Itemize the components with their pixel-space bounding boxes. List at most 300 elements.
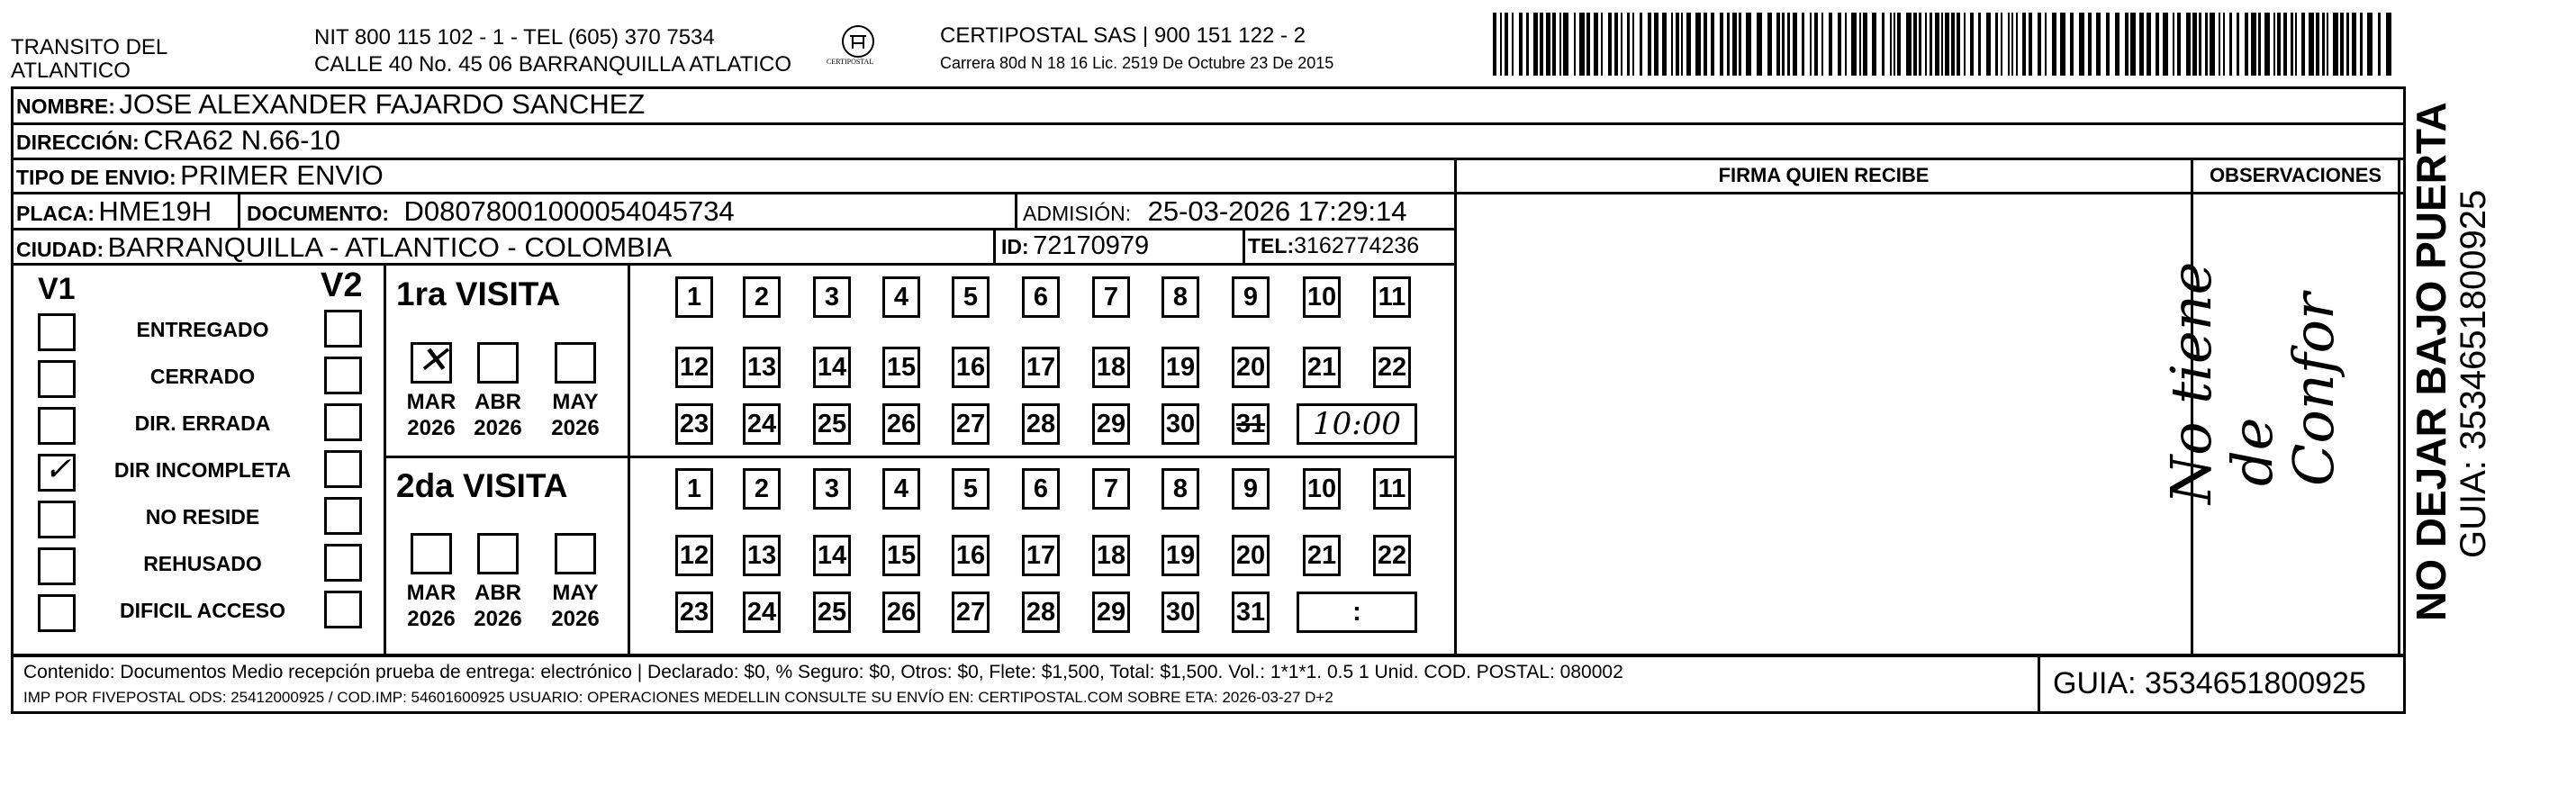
barcode-bar <box>2079 13 2084 76</box>
barcode-icon <box>1493 13 2398 76</box>
row-divider <box>384 456 1454 458</box>
admision-value: 25-03-2026 17:29:14 <box>1147 195 1407 227</box>
barcode-bar <box>1906 13 1912 76</box>
barcode-bar <box>2223 13 2225 76</box>
barcode-bar <box>2327 13 2328 76</box>
first-visit-day[interactable]: 15 <box>882 347 920 388</box>
tipo-row <box>16 159 384 192</box>
first-visit-day[interactable]: 9 <box>1232 276 1270 318</box>
barcode-bar <box>1995 13 1998 76</box>
footer-contenido: Contenido: Documentos Medio recepción prueba de entrega: electrónico | Declarado: $0, % Seguro: $0, Otros: $0, Flete: $1,500, Total: $1,500. Vol.: 1*1*1. 0.5 1 Unid. COD. POSTAL: 080002 <box>23 662 1623 682</box>
col-divider <box>384 263 386 655</box>
barcode-bar <box>1662 13 1667 76</box>
nombre-value: JOSE ALEXANDER FAJARDO SANCHEZ <box>119 88 646 120</box>
month-year: 2026 <box>474 607 522 631</box>
company-address: Carrera 80d N 18 16 Lic. 2519 De Octubre 23 De 2015 <box>940 54 1334 72</box>
barcode-bar <box>2273 13 2275 76</box>
barcode-bar <box>1574 13 1576 76</box>
month-checkbox[interactable] <box>411 338 452 384</box>
month-label <box>400 389 463 441</box>
barcode-bar <box>2115 13 2120 76</box>
barcode-bar <box>2378 13 2381 76</box>
v2-checkbox[interactable] <box>324 450 362 488</box>
barcode-bar <box>2340 13 2344 76</box>
first-visit-day[interactable]: 28 <box>1022 403 1060 445</box>
barcode-bar <box>1872 13 1876 76</box>
company-name: CERTIPOSTAL SAS | 900 151 122 - 2 <box>940 23 1306 48</box>
barcode-bar <box>2038 13 2041 76</box>
barcode-bar <box>2301 13 2305 76</box>
barcode-bar <box>1533 13 1538 76</box>
barcode-bar <box>2283 13 2287 76</box>
barcode-bar <box>1787 13 1790 76</box>
second-visit-day[interactable]: 29 <box>1092 592 1130 633</box>
barcode-bar <box>2130 13 2136 76</box>
tipo-value: PRIMER ENVIO <box>180 159 384 191</box>
v2-label: V2 <box>321 267 363 304</box>
row-divider <box>11 122 2406 125</box>
second-visit-time[interactable] <box>1297 592 1417 633</box>
side-guia: GUIA: 3534651800925 <box>2454 189 2493 558</box>
barcode-bar <box>1563 13 1568 76</box>
second-visit-day[interactable]: 11 <box>1373 468 1411 510</box>
second-visit-day[interactable]: 14 <box>813 535 851 576</box>
documento-label: DOCUMENTO: <box>247 202 390 225</box>
barcode-bar <box>2125 13 2129 76</box>
barcode-bar <box>2060 13 2065 76</box>
v1-checkbox[interactable] <box>38 594 76 632</box>
first-visit-day[interactable]: 31 <box>1232 403 1270 445</box>
barcode-bar <box>1919 13 1921 76</box>
barcode-bar <box>2016 13 2018 76</box>
barcode-bar <box>2316 13 2319 76</box>
barcode-bar <box>1757 13 1762 76</box>
admision-cell <box>1023 195 1406 228</box>
first-visit-day[interactable]: 2 <box>743 276 781 318</box>
barcode-bar <box>1512 13 1514 76</box>
placa-cell <box>16 195 212 228</box>
barcode-bar <box>1951 13 1955 76</box>
direccion-value: CRA62 N.66-10 <box>143 124 341 156</box>
barcode-bar <box>1882 13 1885 76</box>
second-visit-title: 2da VISITA <box>396 467 568 504</box>
barcode-bar <box>1632 13 1634 76</box>
barcode-bar <box>1608 13 1612 76</box>
barcode-bar <box>2219 13 2220 76</box>
v2-checkbox[interactable] <box>324 591 362 628</box>
first-visit-day[interactable]: 14 <box>813 347 851 388</box>
barcode-bar <box>1802 13 1804 76</box>
month-name: MAR <box>406 390 456 414</box>
barcode-bar <box>2386 13 2391 76</box>
second-visit-day[interactable]: 2 <box>743 468 781 510</box>
barcode-bar <box>2229 13 2232 76</box>
sender-address: CALLE 40 No. 45 06 BARRANQUILLA ATLATICO <box>314 52 792 77</box>
first-visit-day[interactable]: 3 <box>813 276 851 318</box>
barcode-bar <box>1648 13 1651 76</box>
barcode-bar <box>2052 13 2056 76</box>
firma-header: FIRMA QUIEN RECIBE <box>1718 164 1930 186</box>
first-visit-day[interactable]: 17 <box>1022 347 1060 388</box>
second-visit-day[interactable]: 24 <box>743 592 781 633</box>
barcode-bar <box>1894 13 1895 76</box>
barcode-bar <box>2022 13 2026 76</box>
first-visit-day[interactable]: 22 <box>1373 347 1411 388</box>
barcode-bar <box>1925 13 1927 76</box>
barcode-bar <box>1671 13 1673 76</box>
month-checkbox[interactable] <box>411 533 452 574</box>
first-visit-day[interactable]: 1 <box>675 276 713 318</box>
status-label: DIFICIL ACCESO <box>119 599 285 622</box>
first-visit-day[interactable]: 26 <box>882 403 920 445</box>
second-visit-day[interactable]: 10 <box>1303 468 1341 510</box>
barcode-bar <box>1614 13 1618 76</box>
second-visit-day[interactable]: 21 <box>1303 535 1341 576</box>
barcode-bar <box>1970 13 1974 76</box>
barcode-bar <box>2045 13 2047 76</box>
barcode-bar <box>2186 13 2191 76</box>
barcode-bar <box>2008 13 2010 76</box>
barcode-bar <box>1640 13 1642 76</box>
barcode-bar <box>1935 13 1939 76</box>
barcode-bar <box>2258 13 2261 76</box>
barcode-bar <box>1913 13 1917 76</box>
v2-checkbox[interactable] <box>324 403 362 441</box>
second-visit-day[interactable]: 13 <box>743 535 781 576</box>
footer-guia: GUIA: 3534651800925 <box>2053 666 2366 700</box>
col-divider <box>2398 158 2400 656</box>
month-label <box>544 580 607 632</box>
barcode-bar <box>1782 13 1785 76</box>
barcode-bar <box>2011 13 2013 76</box>
month-checkbox[interactable] <box>555 342 596 384</box>
side-notice <box>2408 45 2492 621</box>
first-visit-day[interactable]: 12 <box>675 347 713 388</box>
barcode-bar <box>1505 13 1508 76</box>
observation-line-2: de Confor <box>2219 293 2346 486</box>
barcode-bar <box>2309 13 2314 76</box>
barcode-bar <box>1676 13 1679 76</box>
tel-label: TEL: <box>1248 234 1295 257</box>
second-visit-day[interactable]: 18 <box>1092 535 1130 576</box>
v1-checkbox[interactable] <box>38 501 76 538</box>
barcode-bar <box>1945 13 1949 76</box>
placa-label: PLACA: <box>16 202 95 225</box>
status-label: DIR. ERRADA <box>134 411 271 435</box>
barcode-bar <box>1838 13 1841 76</box>
col-divider <box>993 230 996 265</box>
barcode-bar <box>1540 13 1543 76</box>
observation-line-1: No tiene <box>2158 261 2224 504</box>
barcode-bar <box>2001 13 2002 76</box>
ciudad-cell <box>16 231 672 264</box>
v1-handwritten-mark: ✓ <box>44 451 72 488</box>
month-checkbox[interactable] <box>477 342 519 384</box>
second-visit-day[interactable]: 16 <box>952 535 990 576</box>
footer-imp: IMP POR FIVEPOSTAL ODS: 25412000925 / COD.IMP: 54601600925 USUARIO: OPERACIONES MEDELLIN CONSULTE SU ENVÍO EN: CERTIPOSTAL.COM SOBRE ETA: 2026-03-27 D+2 <box>23 689 1333 706</box>
second-visit-day[interactable]: 15 <box>882 535 920 576</box>
sender-line-1: TRANSITO DEL <box>11 35 168 59</box>
tipo-label: TIPO DE ENVIO: <box>16 166 176 189</box>
barcode-bar <box>2322 13 2325 76</box>
first-visit-day[interactable]: 18 <box>1092 347 1130 388</box>
v1-label: V1 <box>38 272 76 306</box>
barcode-bar <box>1732 13 1737 76</box>
direccion-row <box>16 124 340 157</box>
first-visit-day[interactable]: 13 <box>743 347 781 388</box>
status-label: REHUSADO <box>143 552 262 575</box>
month-name: MAY <box>552 581 599 605</box>
col-divider <box>628 263 630 655</box>
second-visit-time-value: : <box>1352 597 1361 627</box>
barcode-bar <box>1686 13 1691 76</box>
first-visit-day[interactable]: 11 <box>1373 276 1411 318</box>
barcode-bar <box>2251 13 2256 76</box>
first-visit-day[interactable]: 30 <box>1161 403 1199 445</box>
barcode-bar <box>2070 13 2074 76</box>
barcode-bar <box>2346 13 2349 76</box>
barcode-bar <box>1526 13 1529 76</box>
barcode-bar <box>1863 13 1867 76</box>
second-visit-day[interactable]: 8 <box>1161 468 1199 510</box>
first-visit-day[interactable]: 4 <box>882 276 920 318</box>
barcode-bar <box>1890 13 1892 76</box>
first-visit-day[interactable]: 16 <box>952 347 990 388</box>
second-visit-day[interactable]: 1 <box>675 468 713 510</box>
barcode-bar <box>2237 13 2239 76</box>
month-label <box>466 580 529 632</box>
barcode-bar <box>1493 13 1496 76</box>
placa-value: HME19H <box>98 195 212 227</box>
v2-checkbox[interactable] <box>324 497 362 535</box>
barcode-bar <box>1821 13 1823 76</box>
barcode-bar <box>1986 13 1991 76</box>
barcode-bar <box>1957 13 1960 76</box>
barcode-bar <box>2106 13 2110 76</box>
second-visit-day[interactable]: 7 <box>1092 468 1130 510</box>
ciudad-label: CIUDAD: <box>16 238 104 261</box>
second-visit-day[interactable]: 17 <box>1022 535 1060 576</box>
barcode-bar <box>2210 13 2215 76</box>
tel-value: 3162774236 <box>1294 233 1420 258</box>
admision-label: ADMISIÓN: <box>1023 202 1132 225</box>
first-visit-time[interactable] <box>1297 403 1417 445</box>
first-visit-day[interactable]: 19 <box>1161 347 1199 388</box>
barcode-bar <box>2199 13 2201 76</box>
nombre-label: NOMBRE: <box>16 95 115 118</box>
barcode-bar <box>1964 13 1966 76</box>
month-year: 2026 <box>551 416 600 440</box>
barcode-bar <box>1695 13 1701 76</box>
documento-cell <box>247 195 735 228</box>
v1-checkbox[interactable] <box>38 451 76 492</box>
month-year: 2026 <box>407 607 456 631</box>
barcode-bar <box>1978 13 1981 76</box>
barcode-bar <box>1829 13 1832 76</box>
v2-checkbox[interactable] <box>324 544 362 582</box>
first-visit-day[interactable]: 8 <box>1161 276 1199 318</box>
id-label: ID: <box>1001 235 1029 258</box>
first-visit-day[interactable]: 10 <box>1303 276 1341 318</box>
first-visit-day[interactable]: 25 <box>813 403 851 445</box>
col-divider <box>238 194 240 230</box>
first-visit-day[interactable]: 24 <box>743 403 781 445</box>
month-year: 2026 <box>407 416 456 440</box>
barcode-bar <box>1711 13 1714 76</box>
barcode-bar <box>1859 13 1861 76</box>
barcode-bar <box>2277 13 2281 76</box>
first-visit-day[interactable]: 7 <box>1092 276 1130 318</box>
barcode-bar <box>1704 13 1707 76</box>
month-label <box>466 389 529 441</box>
second-visit-day[interactable]: 19 <box>1161 535 1199 576</box>
barcode-bar <box>1720 13 1723 76</box>
v1-checkbox[interactable] <box>38 407 76 445</box>
barcode-bar <box>2291 13 2293 76</box>
barcode-bar <box>2088 13 2092 76</box>
month-name: MAR <box>406 581 456 605</box>
v1-checkbox[interactable] <box>38 313 76 351</box>
barcode-bar <box>1579 13 1585 76</box>
v2-checkbox[interactable] <box>324 310 362 348</box>
no-dejar-bajo-puerta: NO DEJAR BAJO PUERTA <box>2408 102 2454 621</box>
first-visit-day[interactable]: 21 <box>1303 347 1341 388</box>
barcode-bar <box>1941 13 1943 76</box>
second-visit-day[interactable]: 23 <box>675 592 713 633</box>
sender-name <box>11 36 167 83</box>
row-divider <box>11 192 1454 194</box>
id-value: 72170979 <box>1033 231 1150 260</box>
observation-handwriting <box>2158 216 2346 504</box>
barcode-bar <box>1930 13 1932 76</box>
month-label <box>400 580 463 632</box>
first-visit-title: 1ra VISITA <box>396 276 561 312</box>
second-visit-day[interactable]: 31 <box>1232 592 1270 633</box>
barcode-bar <box>1519 13 1523 76</box>
second-visit-day[interactable]: 20 <box>1232 535 1270 576</box>
barcode-bar <box>2205 13 2208 76</box>
second-visit-day[interactable]: 26 <box>882 592 920 633</box>
month-name: MAY <box>552 390 599 414</box>
tel-cell <box>1248 233 1419 259</box>
first-visit-day[interactable]: 23 <box>675 403 713 445</box>
barcode-bar <box>1851 13 1857 76</box>
first-visit-time-value: 10:00 <box>1313 406 1401 442</box>
second-visit-day[interactable]: 3 <box>813 468 851 510</box>
barcode-bar <box>1814 13 1818 76</box>
nombre-row <box>16 88 645 121</box>
second-visit-day[interactable]: 30 <box>1161 592 1199 633</box>
v1-checkbox[interactable] <box>38 547 76 585</box>
barcode-bar <box>2333 13 2338 76</box>
barcode-bar <box>1845 13 1847 76</box>
barcode-bar <box>1654 13 1659 76</box>
barcode-bar <box>2177 13 2181 76</box>
barcode-bar <box>2163 13 2168 76</box>
barcode-bar <box>1767 13 1772 76</box>
barcode-bar <box>2295 13 2297 76</box>
barcode-bar <box>2192 13 2197 76</box>
second-visit-day[interactable]: 27 <box>952 592 990 633</box>
barcode-bar <box>2367 13 2373 76</box>
barcode-bar <box>1552 13 1556 76</box>
first-visit-day[interactable]: 29 <box>1092 403 1130 445</box>
documento-value: D08078001000054045734 <box>403 195 735 227</box>
barcode-bar <box>1897 13 1901 76</box>
barcode-bar <box>2264 13 2270 76</box>
barcode-bar <box>1727 13 1730 76</box>
v1-checkbox[interactable] <box>38 360 76 398</box>
month-label <box>544 389 607 441</box>
ciudad-value: BARRANQUILLA - ATLANTICO - COLOMBIA <box>107 231 673 263</box>
second-visit-day[interactable]: 12 <box>675 535 713 576</box>
barcode-bar <box>1739 13 1741 76</box>
sender-nit: NIT 800 115 102 - 1 - TEL (605) 370 7534 <box>314 25 715 50</box>
v2-checkbox[interactable] <box>324 357 362 394</box>
sender-line-2: ATLANTICO <box>11 59 131 83</box>
month-checkbox[interactable] <box>555 533 596 574</box>
month-checkbox[interactable] <box>477 533 519 574</box>
second-visit-day[interactable]: 9 <box>1232 468 1270 510</box>
first-visit-day[interactable]: 5 <box>952 276 990 318</box>
observaciones-header: OBSERVACIONES <box>2209 164 2382 186</box>
month-name: ABR <box>475 390 521 414</box>
status-label: ENTREGADO <box>136 318 269 341</box>
status-label: CERRADO <box>149 365 256 388</box>
first-visit-day[interactable]: 20 <box>1232 347 1270 388</box>
logo-text: CERTIPOSTAL <box>827 58 874 66</box>
barcode-bar <box>2173 13 2174 76</box>
barcode-bar <box>2147 13 2151 76</box>
month-handwritten-mark: ✕ <box>417 338 449 382</box>
barcode-bar <box>1810 13 1812 76</box>
status-label: DIR INCOMPLETA <box>113 458 292 482</box>
second-visit-day[interactable]: 28 <box>1022 592 1060 633</box>
barcode-bar <box>1681 13 1683 76</box>
barcode-bar <box>1776 13 1780 76</box>
second-visit-day[interactable]: 4 <box>882 468 920 510</box>
second-visit-day[interactable]: 22 <box>1373 535 1411 576</box>
second-visit-day[interactable]: 5 <box>952 468 990 510</box>
id-cell <box>1001 231 1149 261</box>
barcode-bar <box>2352 13 2356 76</box>
second-visit-day[interactable]: 25 <box>813 592 851 633</box>
barcode-bar <box>1546 13 1550 76</box>
row-divider <box>11 228 1454 230</box>
col-divider <box>1243 230 1245 265</box>
barcode-bar <box>1500 13 1502 76</box>
certipostal-logo-icon <box>818 23 899 74</box>
barcode-bar <box>2096 13 2101 76</box>
second-visit-day[interactable]: 6 <box>1022 468 1060 510</box>
direccion-label: DIRECCIÓN: <box>16 131 140 154</box>
barcode-bar <box>1627 13 1630 76</box>
barcode-bar <box>2360 13 2363 76</box>
barcode-bar <box>2245 13 2248 76</box>
signature-area[interactable] <box>1457 194 2191 655</box>
barcode-bar <box>2029 13 2032 76</box>
barcode-bar <box>2156 13 2159 76</box>
first-visit-day[interactable]: 6 <box>1022 276 1060 318</box>
barcode-bar <box>1594 13 1598 76</box>
month-name: ABR <box>475 581 521 605</box>
barcode-bar <box>1621 13 1622 76</box>
barcode-bar <box>1559 13 1561 76</box>
col-divider <box>1015 194 1017 230</box>
month-year: 2026 <box>474 416 522 440</box>
first-visit-day[interactable]: 27 <box>952 403 990 445</box>
status-label: NO RESIDE <box>145 505 260 528</box>
